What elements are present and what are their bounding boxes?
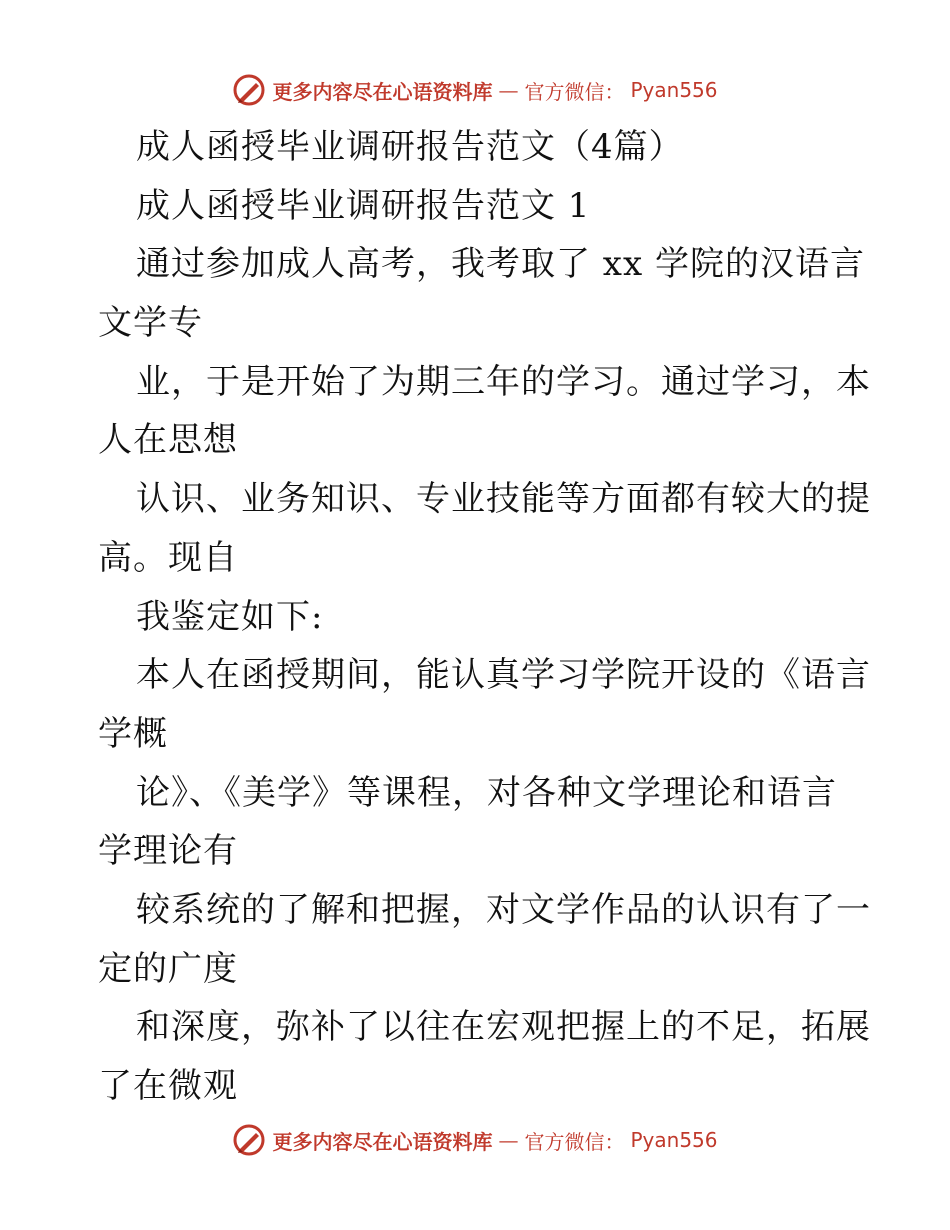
doc-subtitle: 成人函授毕业调研报告范文 1 — [136, 185, 591, 226]
doc-line: 高。现自 — [98, 537, 238, 578]
doc-line: 文学专 — [98, 303, 203, 344]
doc-line: 较系统的了解和把握，对文学作品的认识有了一 — [136, 889, 871, 930]
doc-line: 人在思想 — [98, 420, 238, 461]
banner-site-name: 更多内容尽在心语资料库 — [272, 79, 493, 104]
pen-logo-icon — [232, 1123, 266, 1157]
doc-line: 论》、《美学》等课程，对各种文学理论和语言 — [136, 772, 837, 813]
header-watermark-banner — [0, 68, 950, 112]
banner-wechat-label: 官方微信： — [524, 79, 625, 104]
doc-line: 认识、业务知识、专业技能等方面都有较大的提 — [136, 479, 871, 520]
banner-wechat-label: 官方微信： — [524, 1129, 625, 1154]
banner-separator: — — [498, 1128, 519, 1152]
doc-line: 了在微观 — [98, 1066, 238, 1106]
doc-line: 本人在函授期间，能认真学习学院开设的《语言 — [136, 655, 871, 696]
doc-line: 和深度，弥补了以往在宏观把握上的不足，拓展 — [136, 1007, 871, 1048]
document-body — [98, 118, 871, 1116]
pen-logo-icon — [232, 73, 266, 107]
doc-line: 通过参加成人高考，我考取了 xx 学院的汉语言 — [136, 244, 865, 285]
doc-line: 我鉴定如下: — [136, 596, 324, 637]
banner-site-name: 更多内容尽在心语资料库 — [272, 1129, 493, 1154]
banner-wechat-id: Pyan556 — [630, 78, 718, 102]
doc-line: 学理论有 — [98, 831, 238, 872]
banner-wechat-id: Pyan556 — [630, 1128, 718, 1152]
doc-line: 业，于是开始了为期三年的学习。通过学习，本 — [136, 361, 871, 402]
doc-title: 成人函授毕业调研报告范文（4篇） — [136, 127, 684, 167]
doc-line: 定的广度 — [98, 948, 238, 989]
banner-separator: — — [498, 78, 519, 102]
doc-line: 学概 — [98, 713, 168, 754]
footer-watermark-banner — [0, 1118, 950, 1162]
